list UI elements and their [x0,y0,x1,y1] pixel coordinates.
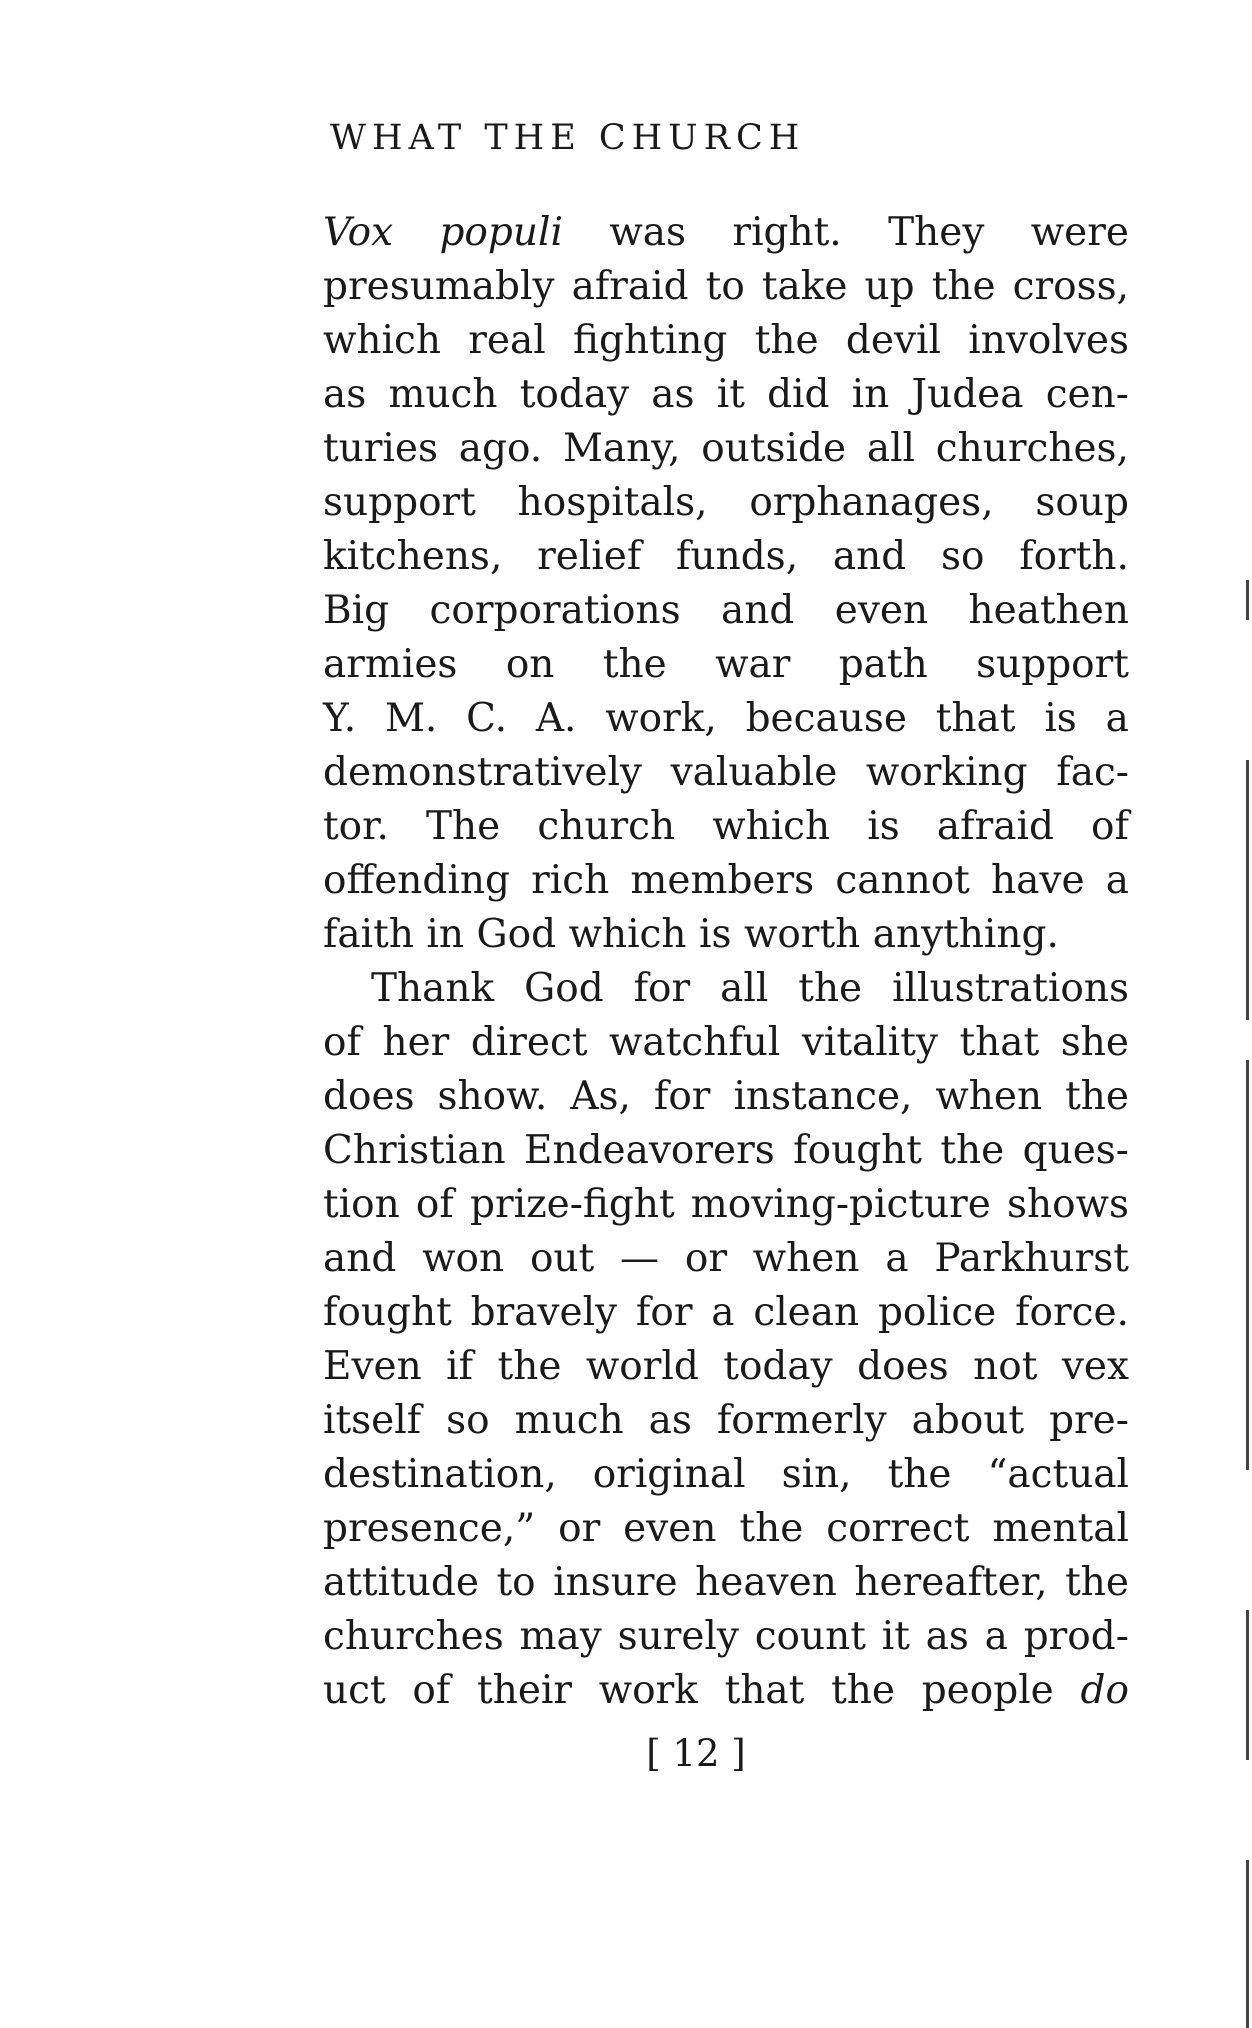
text-line: Thank God for all the illustrations [371,966,1129,1011]
text-line: kitchens, relief funds, and so forth. [323,534,1129,579]
text-line: uct of their work that the people do [323,1668,1129,1713]
text-line: Even if the world today does not vex [323,1344,1129,1389]
text-line: churches may surely count it as a prod- [323,1614,1129,1659]
scan-edge-mark [1246,760,1249,1020]
scan-edge-mark [1246,1060,1249,1470]
body-text [323,206,1129,1718]
text-line: attitude to insure heaven hereafter, the [323,1560,1129,1605]
text-line: tion of prize-fight moving-picture shows [323,1182,1129,1227]
text-line: fought bravely for a clean police force. [323,1290,1129,1335]
text-line: destination, original sin, the “actual [323,1452,1129,1497]
scan-edge-mark [1246,1860,1249,2028]
text-line: Big corporations and even heathen [323,588,1129,633]
text-line: demonstratively valuable working fac- [323,750,1129,795]
page-number: [ 12 ] [646,1732,746,1775]
text-line: Vox populi was right. They were [323,210,1129,255]
text-line: does show. As, for instance, when the [323,1074,1129,1119]
text-line: tor. The church which is afraid of [323,804,1129,849]
running-header: WHAT THE CHURCH [330,118,806,158]
text-line: Y. M. C. A. work, because that is a [323,696,1129,741]
text-line: presence,” or even the correct mental [323,1506,1129,1551]
scan-edge-mark [1246,580,1249,620]
text-line: offending rich members cannot have a [323,858,1129,903]
text-line: turies ago. Many, outside all churches, [323,426,1129,471]
text-line: as much today as it did in Judea cen- [323,372,1129,417]
text-line: faith in God which is worth anything. [323,912,1059,957]
text-line: and won out — or when a Parkhurst [323,1236,1129,1281]
text-line: itself so much as formerly about pre- [323,1398,1129,1443]
scan-edge-mark [1246,1610,1249,1760]
text-line: presumably afraid to take up the cross, [323,264,1129,309]
text-line: support hospitals, orphanages, soup [323,480,1129,525]
text-line: Christian Endeavorers fought the ques- [323,1128,1129,1173]
text-line: which real fighting the devil involves [323,318,1129,363]
text-line: of her direct watchful vitality that she [323,1020,1129,1065]
text-line: armies on the war path support [323,642,1129,687]
